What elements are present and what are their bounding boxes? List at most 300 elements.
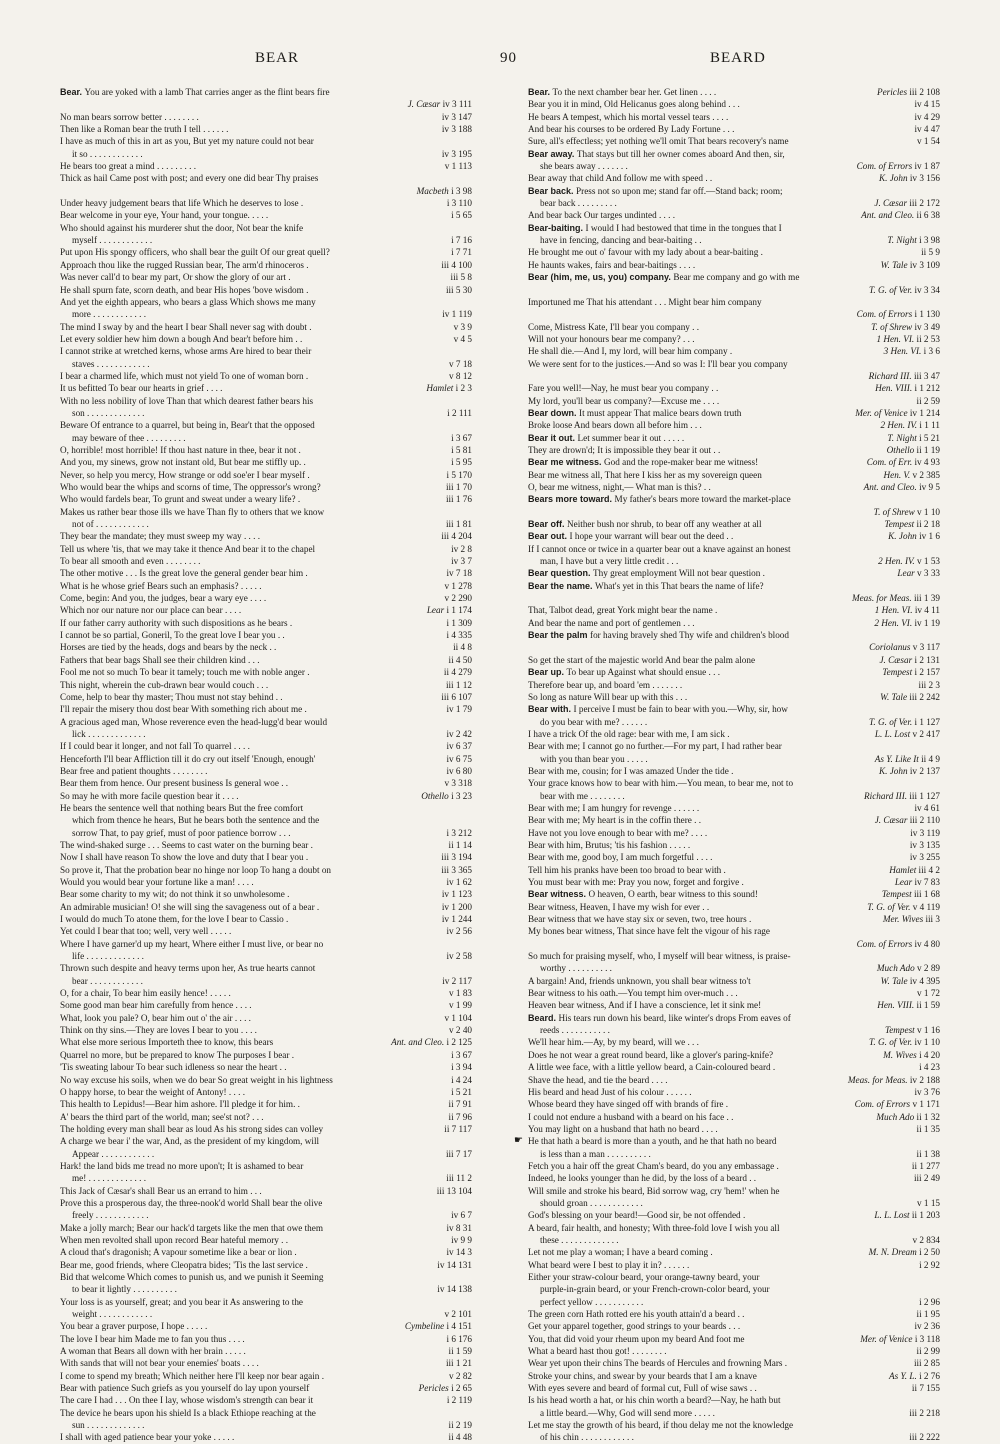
concordance-line — [60, 641, 472, 653]
quotation-text — [60, 506, 324, 518]
quotation-text — [60, 395, 313, 407]
quotation-text — [528, 111, 728, 123]
quotation: should groan . . . . . . . . . . . . — [540, 1197, 643, 1208]
act-scene-line: i 1 309 — [446, 617, 472, 628]
quotation: Bear them from hence. Our present business Is general woe . . — [60, 778, 289, 789]
concordance-line — [528, 197, 940, 209]
concordance-line — [528, 1283, 940, 1295]
concordance-line — [528, 864, 940, 876]
concordance-line — [60, 1024, 472, 1036]
act-scene-line: iv 4 11 — [914, 605, 940, 616]
citation-reference — [451, 333, 472, 345]
quotation-text — [60, 271, 291, 283]
quotation-text — [60, 222, 303, 234]
quotation-text — [60, 296, 316, 308]
quotation-text — [528, 1246, 713, 1258]
quotation: Put upon His spongy officers, who shall bear the guilt Of our great quell? — [60, 247, 330, 258]
citation-reference — [871, 1209, 940, 1221]
quotation: He haunts wakes, fairs and bear-baitings . . . . — [528, 259, 696, 270]
play-title: J. Cæsar — [874, 198, 910, 209]
concordance-line — [528, 1098, 940, 1110]
citation-reference — [914, 1148, 940, 1160]
concordance-line — [528, 209, 940, 221]
concordance-line — [60, 1197, 472, 1209]
citation-reference — [446, 1024, 472, 1036]
quotation-text — [528, 456, 758, 468]
quotation-text — [528, 1086, 692, 1098]
quotation: When men revolted shall upon record Bear hateful memory . . — [60, 1234, 289, 1245]
act-scene-line: iv 1 214 — [909, 407, 940, 418]
act-scene-line: iv 14 138 — [437, 1284, 472, 1295]
citation-reference — [918, 246, 940, 258]
act-scene-line: iv 1 6 — [919, 531, 940, 542]
citation-reference — [906, 1407, 940, 1419]
act-scene-line: iii 1 68 — [913, 889, 940, 900]
quotation-text — [60, 864, 331, 876]
quotation: Prove this a prosperous day, the three-nook'd world Shall bear the olive — [60, 1197, 323, 1208]
citation-reference — [914, 1308, 940, 1320]
quotation-text — [60, 197, 303, 209]
quotation: worthy . . . . . . . . . . — [540, 963, 612, 974]
quotation-text — [528, 296, 762, 308]
concordance-line — [60, 913, 472, 925]
concordance-line — [528, 308, 940, 320]
citation-reference — [443, 827, 472, 839]
concordance-line — [60, 555, 472, 567]
concordance-line — [60, 345, 472, 357]
quotation-text — [60, 629, 285, 641]
citation-reference — [443, 518, 472, 530]
act-scene-line: iii 1 76 — [445, 494, 472, 505]
citation-reference — [443, 876, 472, 888]
quotation-text — [60, 567, 308, 579]
play-title: Mer. of Venice — [855, 407, 910, 418]
quotation-text — [540, 1431, 634, 1443]
quotation-text — [540, 1024, 610, 1036]
concordance-line — [528, 246, 940, 258]
concordance-line — [528, 1061, 940, 1073]
play-title: Com. of Errors — [856, 938, 915, 949]
quotation: God's blessing on your beard!—Good sir, be not offended . — [528, 1210, 746, 1221]
act-scene-line: v 2 834 — [912, 1234, 940, 1245]
quotation: Thy great employment Will not bear question . — [593, 568, 765, 579]
headword: Bear back. — [528, 185, 577, 196]
quotation: she bears away . . . . . . . — [540, 161, 628, 172]
quotation: The green corn Hath rotted ere his youth attain'd a beard . . — [528, 1309, 745, 1320]
quotation-text — [528, 530, 733, 542]
concordance-line — [528, 1246, 940, 1258]
quotation: The mind I sway by and the heart I bear Shall never sag with doubt . — [60, 321, 312, 332]
act-scene-line: iv 3 109 — [909, 259, 940, 270]
quotation: Press not so upon me; stand far off.—Stand back; room; — [576, 185, 783, 196]
quotation: If I could bear it longer, and not fall To quarrel . . . . — [60, 741, 250, 752]
act-scene-line: ii 4 9 — [921, 753, 940, 764]
act-scene-line: iv 4 61 — [914, 802, 940, 813]
quotation-text — [528, 679, 682, 691]
quotation: With sands that will not bear your enemies' boats . . . . — [60, 1358, 259, 1369]
quotation-text — [60, 987, 231, 999]
concordance-line — [60, 851, 472, 863]
quotation-text — [60, 370, 308, 382]
citation-reference — [434, 1185, 472, 1197]
quotation: Fetch you a hair off the great Cham's beard, do you any embassage . — [528, 1160, 779, 1171]
quotation-text — [528, 629, 789, 641]
quotation: You, that did void your rheum upon my beard And foot me — [528, 1333, 745, 1344]
quotation: I come to spend my breath; Which neither here I'll keep nor bear again . — [60, 1370, 324, 1381]
quotation-text — [60, 469, 310, 481]
concordance-line — [528, 395, 940, 407]
concordance-line — [60, 1074, 472, 1086]
concordance-line — [60, 1345, 472, 1357]
citation-reference — [874, 962, 940, 974]
quotation-text — [528, 481, 711, 493]
concordance-line — [60, 802, 472, 814]
citation-reference — [864, 901, 940, 913]
quotation-text — [72, 234, 152, 246]
quotation-text — [528, 802, 699, 814]
act-scene-line: iv 2 58 — [446, 951, 472, 962]
quotation: bear . . . . . . . . . . . . — [72, 975, 143, 986]
citation-reference — [880, 1049, 940, 1061]
quotation-text — [528, 814, 701, 826]
act-scene-line: v 1 54 — [917, 136, 940, 147]
play-title: Pericles — [418, 1383, 452, 1394]
concordance-line — [60, 135, 472, 147]
play-title: 3 Hen. VI. — [883, 346, 924, 357]
act-scene-line: iii 4 2 — [918, 864, 940, 875]
act-scene-line: iv 2 42 — [446, 728, 472, 739]
citation-reference — [881, 469, 940, 481]
quotation-text — [540, 753, 648, 765]
citation-reference — [439, 148, 472, 160]
citation-reference — [886, 864, 940, 876]
citation-reference — [441, 1012, 472, 1024]
citation-reference — [875, 555, 940, 567]
quotation-text — [60, 1370, 324, 1382]
headword: Bear the name. — [528, 580, 596, 591]
act-scene-line: iv 3 156 — [909, 173, 940, 184]
quotation: Bear some charity to my wit; do not think it so unwholesome . — [60, 889, 290, 900]
concordance-line — [528, 1320, 940, 1332]
play-title: 2 Hen. IV. — [878, 556, 918, 567]
concordance-line — [60, 1370, 472, 1382]
citation-reference — [866, 716, 940, 728]
citation-reference — [441, 1123, 472, 1135]
act-scene-line: iii 2 172 — [909, 198, 940, 209]
concordance-line — [60, 86, 472, 98]
concordance-line — [528, 1234, 940, 1246]
quotation: A gracious aged man, Whose reverence even the head-lugg'd bear would — [60, 716, 328, 727]
quotation: I perceive I must be fain to bear with you.—Why, sir, how — [573, 704, 788, 715]
citation-reference — [448, 1061, 472, 1073]
quotation-text — [540, 1148, 651, 1160]
concordance-line — [60, 271, 472, 283]
play-title: Macbeth — [416, 185, 452, 196]
act-scene-line: iii 1 39 — [913, 593, 940, 604]
pointing-hand-icon: ☛ — [514, 1135, 523, 1147]
citation-reference — [446, 1345, 472, 1357]
act-scene-line: iv 2 56 — [446, 926, 472, 937]
act-scene-line: ii 6 38 — [916, 210, 940, 221]
page-number: 90 — [500, 50, 517, 66]
citation-reference — [907, 827, 940, 839]
quotation: Bear me, good friends, where Cleopatra bides; 'Tis the last service . — [60, 1259, 308, 1270]
act-scene-line: i 2 3 — [455, 383, 472, 394]
citation-reference — [438, 691, 472, 703]
quotation: Make a jolly march; Bear our hack'd targets like the men that owe them — [60, 1222, 323, 1233]
quotation: Sure, all's effectless; yet nothing we'll omit That bears recovery's name — [528, 136, 789, 147]
quotation: If I cannot once or twice in a quarter bear out a knave against an honest — [528, 543, 791, 554]
play-title: Com. of Errors — [854, 1099, 913, 1110]
act-scene-line: i 5 65 — [451, 210, 472, 221]
citation-reference — [443, 703, 472, 715]
quotation-text — [60, 876, 254, 888]
concordance-line — [528, 1345, 940, 1357]
citation-reference — [446, 358, 472, 370]
act-scene-line: i 3 67 — [451, 432, 472, 443]
citation-reference — [443, 728, 472, 740]
concordance-line — [60, 691, 472, 703]
concordance-line — [528, 284, 940, 296]
quotation: bear back . . . . . . . . . — [540, 198, 617, 209]
quotation: Your grace knows how to bear with him.—You mean, to bear me, not to — [528, 778, 794, 789]
quotation: He brought me out o' favour with my lady about a bear-baiting . — [528, 247, 763, 258]
quotation: Was never call'd to bear my part, Or show the glory of our art . — [60, 272, 291, 283]
concordance-line — [60, 185, 472, 197]
concordance-line — [528, 370, 940, 382]
citation-reference — [444, 1394, 472, 1406]
quotation-text — [540, 555, 678, 567]
headword: Bear away. — [528, 148, 577, 159]
quotation-text — [60, 1320, 207, 1332]
quotation: An admirable musician! O! she will sing the savageness out of a bear . — [60, 901, 320, 912]
headword: Bear up. — [528, 667, 567, 678]
quotation: He bears A tempest, which his mortal vessel tears . . . . — [528, 111, 729, 122]
quotation: He bears the sentence well that nothing bears But the free comfort — [60, 802, 304, 813]
act-scene-line: iii 2 49 — [913, 1173, 940, 1184]
quotation-text — [528, 1074, 668, 1086]
concordance-line — [60, 629, 472, 641]
act-scene-line: v 4 5 — [453, 333, 472, 344]
citation-reference — [443, 1222, 472, 1234]
play-title: J. Cæsar — [879, 654, 915, 665]
act-scene-line: i 2 119 — [446, 1395, 472, 1406]
quotation-text — [528, 1419, 793, 1431]
citation-reference — [911, 1086, 940, 1098]
act-scene-line: ii 1 35 — [916, 1123, 940, 1134]
citation-reference — [911, 1320, 940, 1332]
quotation-text — [60, 135, 314, 147]
quotation: weight . . . . . . . . . . . . — [72, 1309, 153, 1320]
quotation: He shall die.—And I, my lord, will bear him company . — [528, 346, 733, 357]
act-scene-line: i 3 98 — [919, 235, 940, 246]
quotation-text — [60, 790, 239, 802]
act-scene-line: iv 6 7 — [451, 1210, 472, 1221]
quotation-text — [528, 543, 791, 555]
concordance-line — [528, 530, 940, 542]
quotation: Bear free and patient thoughts . . . . . . . . — [60, 765, 208, 776]
citation-reference — [450, 641, 472, 653]
concordance-line — [528, 1086, 940, 1098]
act-scene-line: i 3 67 — [451, 1049, 472, 1060]
act-scene-line: iv 8 31 — [446, 1222, 472, 1233]
concordance-line — [528, 641, 940, 653]
citation-reference — [448, 432, 472, 444]
act-scene-line: v 7 18 — [449, 358, 472, 369]
quotation-text — [540, 234, 702, 246]
citation-reference — [871, 617, 940, 629]
play-title: Hamlet — [426, 383, 456, 394]
citation-reference — [439, 111, 472, 123]
concordance-line — [60, 1394, 472, 1406]
concordance-line — [60, 1234, 472, 1246]
concordance-line — [60, 419, 472, 431]
citation-reference — [443, 740, 472, 752]
act-scene-line: ii 4 279 — [443, 667, 472, 678]
concordance-line — [60, 111, 472, 123]
concordance-line — [528, 987, 940, 999]
concordance-line — [60, 444, 472, 456]
quotation: is less than a man . . . . . . . . . . — [540, 1148, 651, 1159]
citation-reference — [872, 753, 940, 765]
quotation: If our father carry authority with such dispositions as he bears . — [60, 617, 293, 628]
citation-reference — [443, 753, 472, 765]
quotation: Bear with me; I am hungry for revenge . . . . . . — [528, 802, 700, 813]
act-scene-line: i 3 118 — [914, 1333, 940, 1344]
citation-reference — [854, 938, 940, 950]
concordance-line — [528, 567, 940, 579]
quotation-text — [540, 790, 625, 802]
quotation-text — [528, 765, 733, 777]
quotation: Horses are tied by the heads, dogs and bears by the neck . . — [60, 642, 277, 653]
quotation-text — [60, 444, 301, 456]
play-title: 2 Hen. VI. — [874, 617, 915, 628]
concordance-line — [528, 1382, 940, 1394]
concordance-line — [60, 901, 472, 913]
quotation: That, Talbot dead, great York might bear the name . — [528, 605, 718, 616]
quotation-text — [528, 975, 751, 987]
play-title: T. of Shrew — [873, 506, 918, 517]
concordance-line — [528, 172, 940, 184]
citation-reference — [443, 481, 472, 493]
citation-reference — [438, 530, 472, 542]
quotation: Who would fardels bear, To grunt and sweat under a weary life? . — [60, 494, 301, 505]
concordance-line — [528, 1431, 940, 1443]
quotation-text — [528, 1036, 699, 1048]
concordance-line — [60, 209, 472, 221]
act-scene-line: iii 3 — [925, 914, 940, 925]
quotation-text — [528, 925, 770, 937]
citation-reference — [402, 1320, 472, 1332]
quotation-text — [540, 160, 628, 172]
concordance-line — [528, 234, 940, 246]
concordance-line — [60, 543, 472, 555]
play-title: Tempest — [884, 1025, 918, 1036]
concordance-line — [528, 493, 940, 505]
citation-reference — [911, 1172, 940, 1184]
quotation: I shall with aged patience bear your yoke . . . . . — [60, 1432, 235, 1443]
concordance-line — [528, 753, 940, 765]
quotation-text — [60, 1036, 273, 1048]
quotation: Does he not wear a great round beard, like a glover's paring-knife? — [528, 1049, 774, 1060]
quotation: To bear up Against what should ensue . . . — [566, 667, 720, 678]
quotation: for having bravely shed Thy wife and children's blood — [590, 630, 789, 641]
play-title: 1 Hen. VI. — [876, 333, 917, 344]
citation-reference — [439, 308, 472, 320]
act-scene-line: iv 2 137 — [909, 765, 940, 776]
headword: Bear. — [60, 87, 85, 97]
quotation: Under heavy judgement bears that life Which he deserves to lose . — [60, 198, 304, 209]
citation-reference — [443, 617, 472, 629]
quotation: bear with me . . . . . . . . — [540, 790, 625, 801]
concordance-line — [60, 827, 472, 839]
play-title: Tempest — [882, 667, 915, 678]
citation-reference — [873, 1111, 940, 1123]
quotation-text — [528, 469, 762, 481]
quotation-text — [528, 98, 740, 110]
quotation-text — [528, 1222, 780, 1234]
citation-reference — [448, 456, 472, 468]
act-scene-line: iii 2 218 — [909, 1407, 940, 1418]
act-scene-line: ii 1 59 — [448, 1346, 472, 1357]
quotation-text — [528, 259, 695, 271]
play-title: T. Night — [887, 432, 920, 443]
quotation: Thick as hail Came post with post; and every one did bear Thy praises — [60, 173, 319, 184]
quotation: Bear with me, cousin; for I was amazed Under the tide . — [528, 765, 734, 776]
act-scene-line: iv 1 19 — [914, 617, 940, 628]
concordance-line — [60, 1259, 472, 1271]
quotation: Either your straw-colour beard, your orange-tawny beard, your — [528, 1272, 760, 1282]
play-title: Hen. VIII. — [877, 1000, 917, 1011]
quotation: They are drown'd; It is impossible they bear it out . . — [528, 444, 721, 455]
quotation: which from thence he hears, But he bears both the sentence and the — [72, 815, 320, 826]
concordance-line — [60, 703, 472, 715]
quotation-text — [60, 1246, 297, 1258]
concordance-line — [528, 950, 940, 962]
quotation: Heaven bear witness, And if I have a conscience, let it sink me! — [528, 1000, 762, 1011]
quotation-text — [72, 358, 150, 370]
quotation-text — [60, 1222, 323, 1234]
concordance-line — [528, 1407, 940, 1419]
quotation-text — [528, 1098, 728, 1110]
concordance-line — [60, 197, 472, 209]
quotation-text — [72, 975, 143, 987]
quotation: My father's bears more toward the market-place — [614, 494, 791, 505]
act-scene-line: v 3 318 — [444, 778, 472, 789]
citation-reference — [884, 234, 940, 246]
concordance-line — [528, 1259, 940, 1271]
quotation: Bear witness that we have stay six or seven, two, tree hours . — [528, 914, 752, 925]
act-scene-line: v 1 278 — [444, 580, 472, 591]
quotation: Who should against his murderer shut the door, Not bear the knife — [60, 222, 304, 233]
citation-reference — [439, 123, 472, 135]
citation-reference — [884, 432, 940, 444]
quotation: Let not me play a woman; I have a beard coming . — [528, 1247, 713, 1258]
quotation-text — [60, 1234, 288, 1246]
play-title: Mer. Wives — [882, 914, 926, 925]
concordance-line — [528, 1012, 940, 1024]
act-scene-line: i 1 127 — [914, 716, 940, 727]
quotation: Get your apparel together, good strings to your beards . . . — [528, 1321, 741, 1332]
concordance-line — [528, 321, 940, 333]
concordance-line — [60, 284, 472, 296]
quotation: I have a trick Of the old rage: bear with me, I am sick . — [528, 728, 730, 739]
quotation: me! . . . . . . . . . . . . . — [72, 1173, 147, 1184]
act-scene-line: iv 3 119 — [910, 827, 940, 838]
citation-reference — [448, 1074, 472, 1086]
act-scene-line: v 2 290 — [444, 593, 472, 604]
header-right-word: BEARD — [710, 50, 766, 66]
